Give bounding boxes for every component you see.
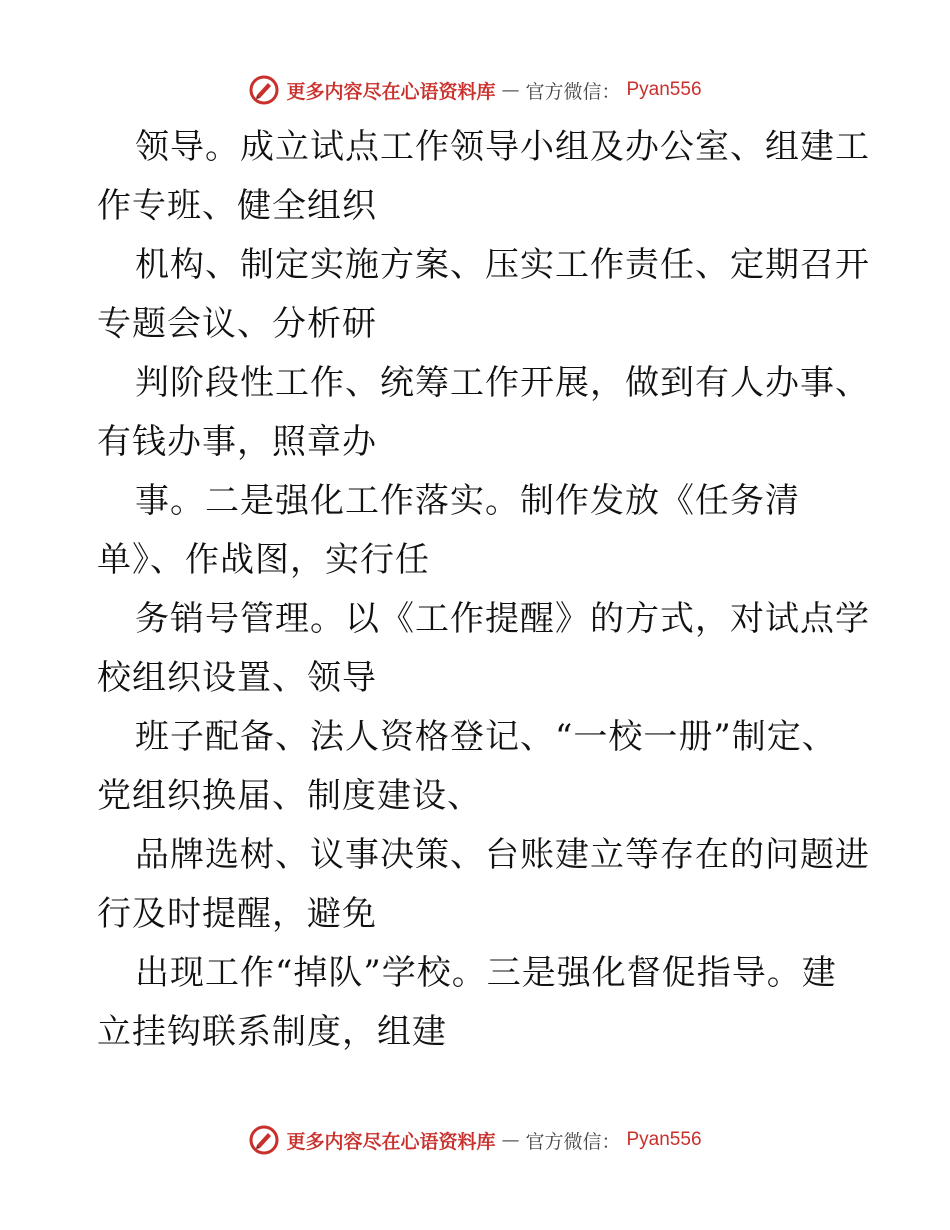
text-line: 校组织设置、领导 — [97, 658, 377, 698]
text-line: 专题会议、分析研 — [97, 304, 377, 344]
text-line: 机构、制定实施方案、压实工作责任、定期召开 — [135, 245, 870, 285]
text-line: 立挂钩联系制度，组建 — [97, 1012, 447, 1052]
watermark-account: Pyan556 — [626, 79, 702, 100]
document-body — [97, 118, 870, 1062]
watermark-account: Pyan556 — [626, 1129, 702, 1150]
watermark-label: 官方微信： — [525, 1130, 621, 1153]
watermark-label: 官方微信： — [525, 80, 621, 103]
header-watermark — [0, 72, 950, 108]
text-line: 事。二是强化工作落实。制作发放《任务清 — [135, 481, 800, 521]
text-line: 有钱办事，照章办 — [97, 422, 377, 462]
watermark-brand: 更多内容尽在心语资料库 — [286, 1130, 496, 1153]
seal-logo-icon — [248, 74, 280, 106]
text-line: 务销号管理。以《工作提醒》的方式，对试点学 — [135, 599, 870, 639]
footer-watermark — [0, 1122, 950, 1158]
text-line: 党组织换届、制度建设、 — [97, 776, 482, 816]
text-line: 行及时提醒，避免 — [97, 894, 377, 934]
text-line: 领导。成立试点工作领导小组及办公室、组建工 — [135, 127, 870, 167]
text-line: 判阶段性工作、统筹工作开展，做到有人办事、 — [135, 363, 870, 403]
text-line: 出现工作“掉队”学校。三是强化督促指导。建 — [135, 953, 837, 993]
watermark-brand: 更多内容尽在心语资料库 — [286, 80, 496, 103]
seal-logo-icon — [248, 1124, 280, 1156]
text-line: 班子配备、法人资格登记、“一校一册”制定、 — [135, 717, 837, 757]
watermark-separator: — — [501, 1129, 520, 1151]
text-line: 品牌选树、议事决策、台账建立等存在的问题进 — [135, 835, 870, 875]
text-line: 作专班、健全组织 — [97, 186, 377, 226]
watermark-separator: — — [501, 79, 520, 101]
text-line: 单》、作战图，实行任 — [97, 540, 430, 580]
